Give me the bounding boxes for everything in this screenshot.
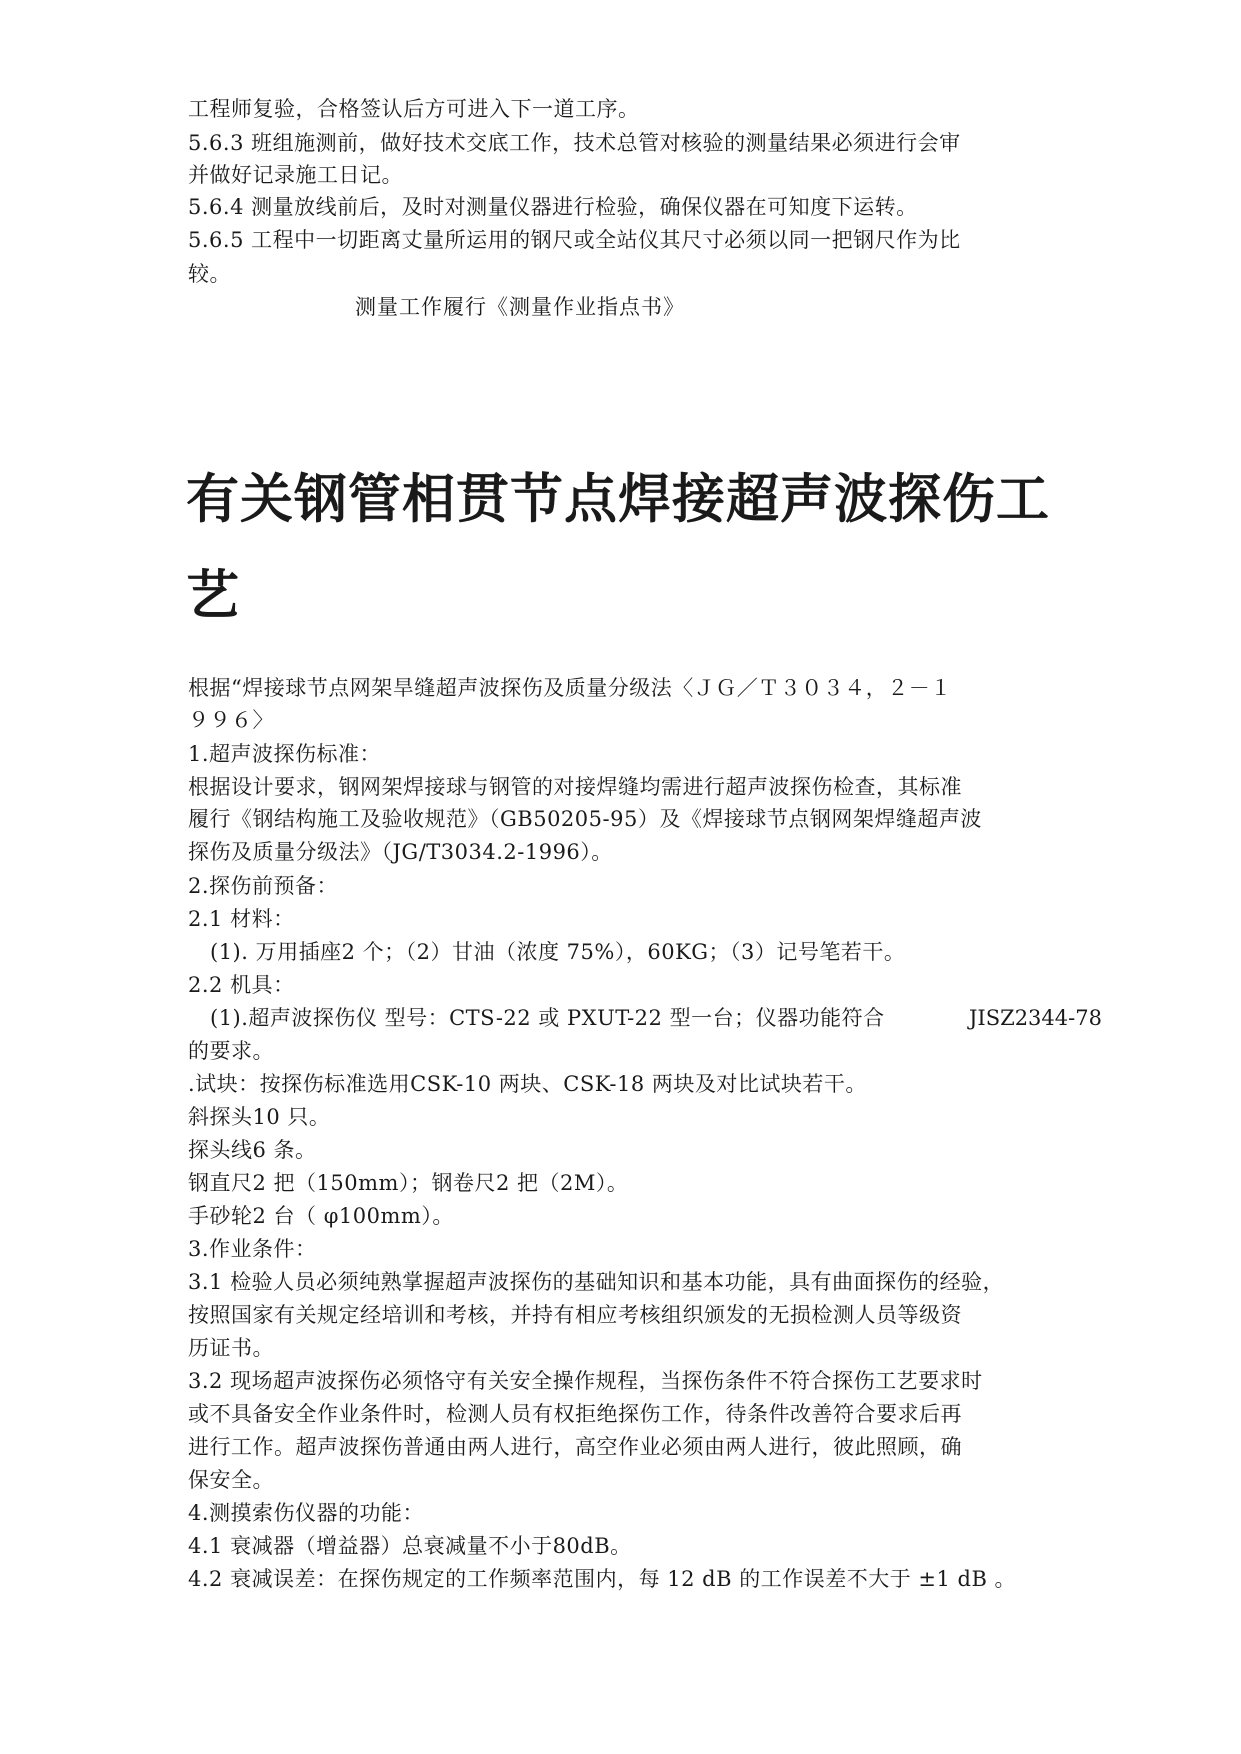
intro-line: 根据“焊接球节点网架旱缝超声波探伤及质量分级法〈ＪＧ／Ｔ３０３４，２－１ (188, 676, 952, 700)
text-line: 5.6.5 工程中一切距离丈量所运用的钢尺或全站仪其尺寸必须以同一把钢尺作为比 (188, 228, 961, 252)
list-item: (1). 万用插座2 个；（2）甘油（浓度 75%），60KG；（3）记号笔若干。 (210, 940, 906, 964)
list-item: (1).超声波探伤仪 型号：CTS-22 或 PXUT-22 型一台；仪器功能符合 (210, 1006, 885, 1030)
text-line: 5.6.3 班组施测前，做好技术交底工作，技术总管对核验的测量结果必须进行会审 (188, 131, 961, 155)
subsection-heading: 2.2 机具： (188, 973, 295, 997)
text-line: 履行《钢结构施工及验收规范》（GB50205-95）及《焊接球节点钢网架焊缝超声波 (188, 807, 982, 831)
text-line: 4.1 衰减器（增益器）总衰减量不小于80dB。 (188, 1534, 632, 1558)
standard-code: JISZ2344-78 (969, 1006, 1102, 1030)
text-line: 探伤及质量分级法》（JG/T3034.2-1996）。 (188, 840, 613, 864)
text-line: 3.2 现场超声波探伤必须恪守有关安全操作规程，当探伤条件不符合探伤工艺要求时 (188, 1369, 983, 1393)
list-item: 探头线6 条。 (188, 1138, 317, 1162)
text-line: 工程师复验，合格签认后方可进入下一道工序。 (188, 97, 640, 121)
list-item: 手砂轮2 台（ φ100mm）。 (188, 1204, 454, 1228)
text-line: 4.2 衰减误差：在探伤规定的工作频率范围内，每 12 dB 的工作误差不大于 ±1 dB 。 (188, 1567, 1017, 1591)
list-item: .试块：按探伤标准选用CSK-10 两块、CSK-18 两块及对比试块若干。 (188, 1072, 867, 1096)
list-item: 斜探头10 只。 (188, 1105, 331, 1129)
text-line: 根据设计要求，钢网架焊接球与钢管的对接焊缝均需进行超声波探伤检查，其标准 (188, 775, 962, 799)
text-line: 的要求。 (188, 1039, 274, 1063)
section-heading: 2.探伤前预备： (188, 874, 339, 898)
text-line: 按照国家有关规定经培训和考核，并持有相应考核组织颁发的无损检测人员等级资 (188, 1303, 962, 1327)
text-line: 或不具备安全作业条件时，检测人员有权拒绝探伤工作，待条件改善符合要求后再 (188, 1402, 962, 1426)
section-heading: 1.超声波探伤标准： (188, 742, 382, 766)
intro-line: ９９６〉 (188, 708, 274, 732)
text-line: 历证书。 (188, 1336, 274, 1360)
section-heading: 4.测摸索伤仪器的功能： (188, 1501, 425, 1525)
list-item: 钢直尺2 把（150mm）；钢卷尺2 把（2M）。 (188, 1171, 629, 1195)
centered-note: 测量工作履行《测量作业指点书》 (355, 295, 685, 319)
text-line: 较。 (188, 262, 231, 286)
article-title-line-1: 有关钢管相贯节点焊接超声波探伤工 (186, 469, 1050, 530)
section-heading: 3.作业条件： (188, 1237, 317, 1261)
text-line: 进行工作。超声波探伤普通由两人进行，高空作业必须由两人进行，彼此照顾，确 (188, 1435, 962, 1459)
subsection-heading: 2.1 材料： (188, 907, 295, 931)
text-line: 3.1 检验人员必须纯熟掌握超声波探伤的基础知识和基本功能，具有曲面探伤的经验， (188, 1270, 1005, 1294)
text-line: 5.6.4 测量放线前后，及时对测量仪器进行检验，确保仪器在可知度下运转。 (188, 195, 918, 219)
text-line: 并做好记录施工日记。 (188, 163, 403, 187)
text-line: 保安全。 (188, 1468, 274, 1492)
article-title-line-2: 艺 (186, 565, 240, 626)
